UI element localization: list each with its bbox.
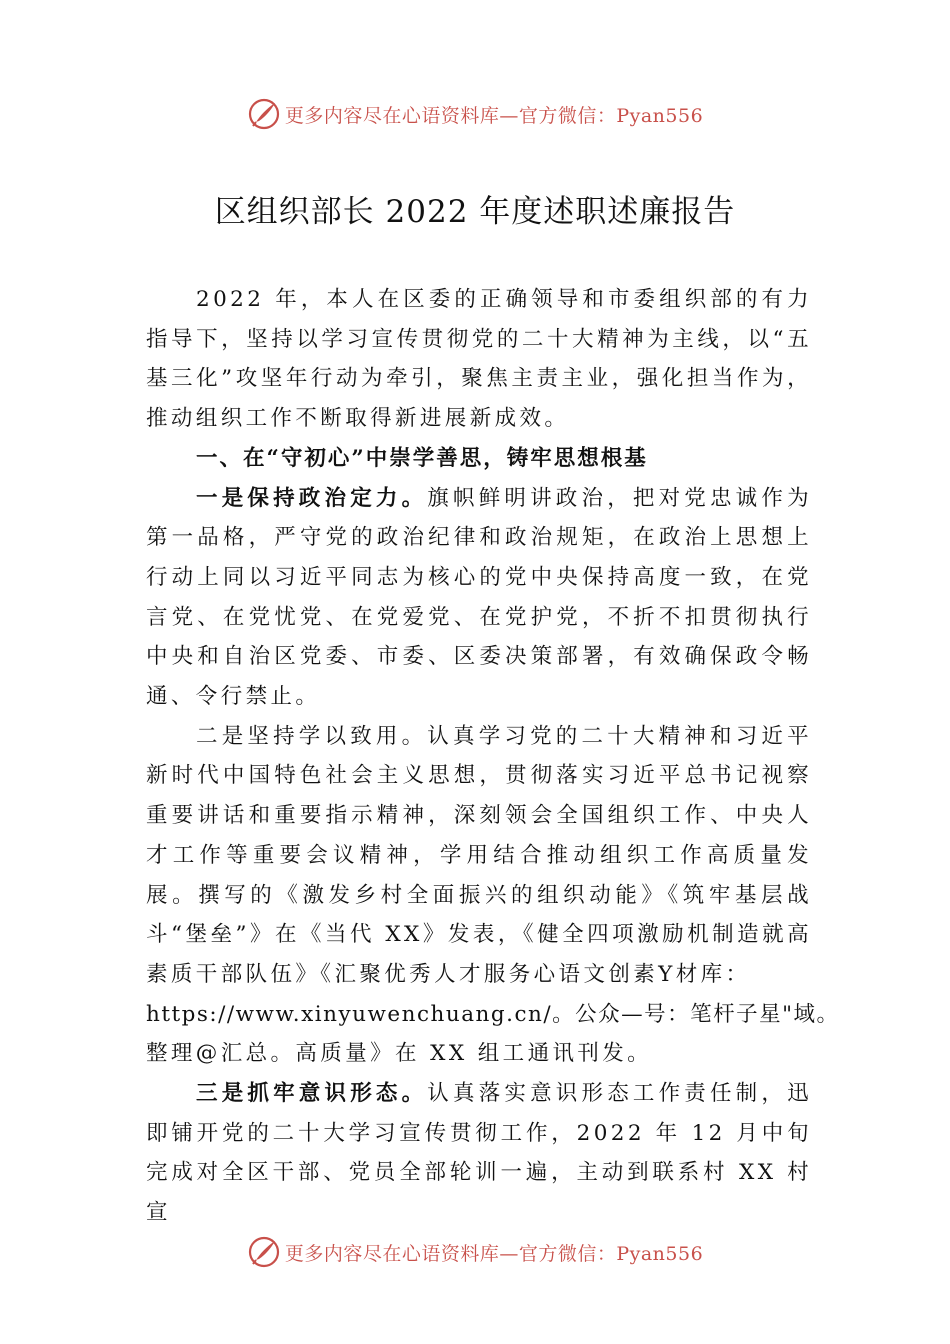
item-paragraph-1 <box>146 479 812 717</box>
item-text: 旗帜鲜明讲政治，把对党忠诚作为第一品格，严守党的政治纪律和政治规矩，在政治上思想上行动上同以习近平同志为核心的党中央保持高度一致，在党言党、在党忧党、在党爱党、在党护党，不折不扣贯彻执行中央和自治区党委、市委、区委决策部署，有效确保政令畅通、令行禁止。 <box>146 485 812 710</box>
item-lead: 三是抓牢意识形态。 <box>196 1081 428 1107</box>
item-paragraph-3 <box>146 1074 812 1233</box>
header-banner <box>0 94 950 134</box>
footer-banner <box>0 1232 950 1272</box>
intro-paragraph: 2022 年，本人在区委的正确领导和市委组织部的有力指导下，坚持以学习宣传贯彻党的二十大精神为主线，以“五基三化”攻坚年行动为牵引，聚焦主责主业，强化担当作为，推动组织工作不断取得新进展新成效。 <box>146 287 812 432</box>
item-paragraph-2 <box>146 717 840 1074</box>
item-lead: 一是保持政治定力。 <box>196 485 428 511</box>
page-title: 区组织部长 2022 年度述职述廉报告 <box>214 194 736 230</box>
section-heading: 一、在“守初心”中崇学善思，铸牢思想根基 <box>196 445 648 471</box>
quill-logo-icon <box>247 1235 281 1269</box>
url-line: https://www.xinyuwenchuang.cn/。公众—号：笔杆子星"域。 <box>146 1001 840 1027</box>
banner-text: 更多内容尽在心语资料库—官方微信：Pyan556 <box>284 1242 704 1265</box>
item-tail: 整理@汇总。高质量》在 XX 组工通讯刊发。 <box>146 1041 653 1067</box>
banner-text: 更多内容尽在心语资料库—官方微信：Pyan556 <box>284 104 704 127</box>
item-text: 认真落实意识形态工作责任制，迅即铺开党的二十大学习宣传贯彻工作，2022 年 12 月中旬完成对全区干部、党员全部轮训一遍，主动到联系村 XX 村宣 <box>146 1081 812 1226</box>
item-text: 二是坚持学以致用。认真学习党的二十大精神和习近平新时代中国特色社会主义思想，贯彻落实习近平总书记视察重要讲话和重要指示精神，深刻领会全国组织工作、中央人才工作等重要会议精神，学用结合推动组织工作高质量发展。撰写的《激发乡村全面振兴的组织动能》《筑牢基层战斗“堡垒”》在《当代 XX》发表，《健全四项激励机制造就高素质干部队伍》《汇聚优秀人才服务心语文创素Y材库： <box>146 723 812 987</box>
document-body <box>146 280 840 1233</box>
quill-logo-icon <box>247 97 281 131</box>
